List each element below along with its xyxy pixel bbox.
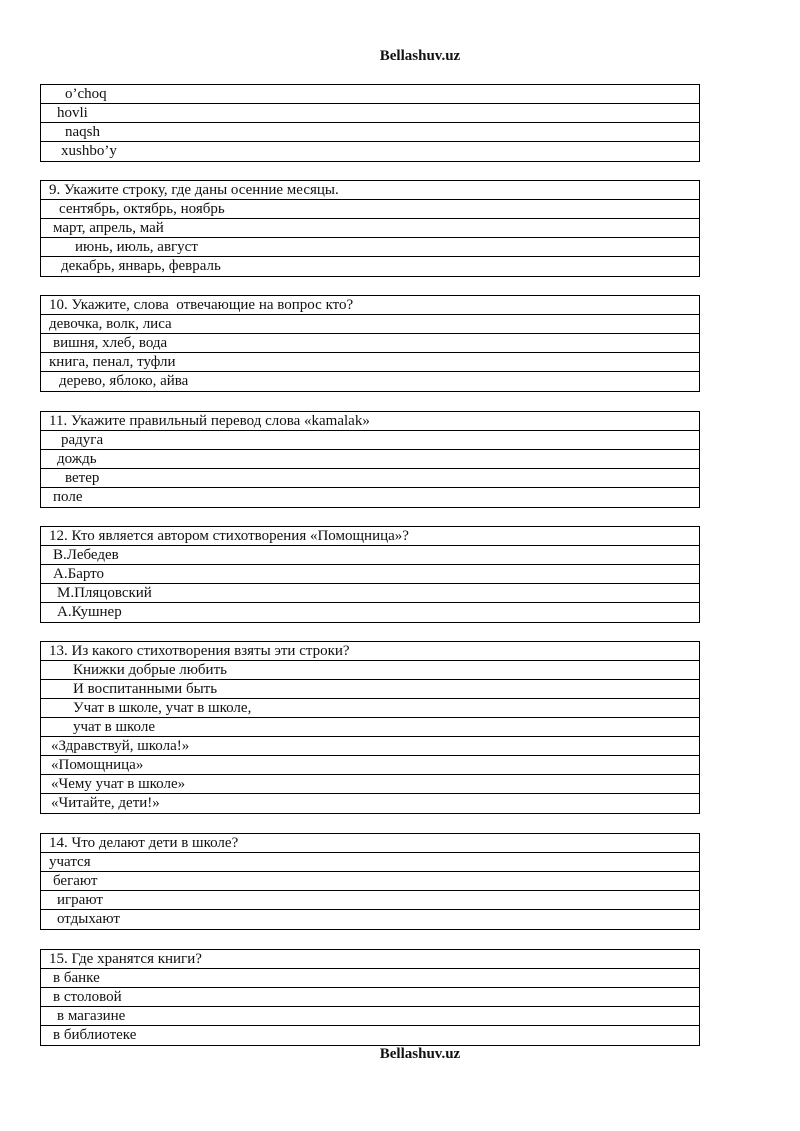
answer-option[interactable]: в банке — [41, 969, 699, 988]
question-text: 12. Кто является автором стихотворения «Помощница»? — [41, 527, 699, 546]
question-block-10 — [40, 295, 700, 392]
answer-option[interactable]: А.Барто — [41, 565, 699, 584]
answer-option[interactable]: М.Пляцовский — [41, 584, 699, 603]
answer-option[interactable]: играют — [41, 891, 699, 910]
answer-option[interactable]: поле — [53, 489, 83, 505]
answer-option[interactable]: учатся — [41, 853, 699, 872]
answer-option[interactable]: учат в школе — [41, 718, 699, 737]
answer-option[interactable]: девочка, волк, лиса — [41, 315, 699, 334]
answer-option[interactable]: Учат в школе, учат в школе, — [41, 699, 699, 718]
answer-option[interactable]: «Помощница» — [41, 756, 699, 775]
answer-option[interactable]: Книжки добрые любить — [41, 661, 699, 680]
answer-option[interactable]: А.Кушнер — [57, 604, 122, 620]
answer-option[interactable]: ветер — [41, 469, 699, 488]
answer-option[interactable]: xushbo’y — [61, 143, 117, 159]
question-text: 14. Что делают дети в школе? — [41, 834, 699, 853]
question-text: 15. Где хранятся книги? — [41, 950, 699, 969]
answer-option[interactable]: март, апрель, май — [41, 219, 699, 238]
answer-option[interactable]: отдыхают — [57, 911, 120, 927]
question-block-11 — [40, 411, 700, 508]
question-block-15 — [40, 949, 700, 1046]
question-text: 11. Укажите правильный перевод слова «kamalak» — [41, 412, 699, 431]
question-block-9 — [40, 180, 700, 277]
question-text: 13. Из какого стихотворения взяты эти строки? — [41, 642, 699, 661]
page-footer: Bellashuv.uz — [379, 1046, 461, 1062]
answer-option[interactable]: книга, пенал, туфли — [41, 353, 699, 372]
answer-option[interactable]: в столовой — [41, 988, 699, 1007]
answer-option[interactable]: дерево, яблоко, айва — [59, 373, 189, 389]
answer-option[interactable]: naqsh — [41, 123, 699, 142]
answer-option[interactable]: «Здравствуй, школа!» — [41, 737, 699, 756]
answer-option[interactable]: o’choq — [41, 85, 699, 104]
question-text: 9. Укажите строку, где даны осенние месяцы. — [41, 181, 699, 200]
answer-option[interactable]: вишня, хлеб, вода — [41, 334, 699, 353]
answer-option[interactable]: «Чему учат в школе» — [41, 775, 699, 794]
answer-option[interactable]: декабрь, январь, февраль — [61, 258, 221, 274]
question-block-12 — [40, 526, 700, 623]
answer-option[interactable]: сентябрь, октябрь, ноябрь — [41, 200, 699, 219]
question-block-14 — [40, 833, 700, 930]
answer-option[interactable]: дождь — [41, 450, 699, 469]
question-text: 10. Укажите, слова отвечающие на вопрос кто? — [41, 296, 699, 315]
page-header: Bellashuv.uz — [379, 48, 461, 64]
answer-option[interactable]: И воспитанными быть — [41, 680, 699, 699]
answer-block-8 — [40, 84, 700, 162]
answer-option[interactable]: в библиотеке — [53, 1027, 137, 1043]
answer-option[interactable]: бегают — [41, 872, 699, 891]
question-block-13 — [40, 641, 700, 814]
answer-option[interactable]: hovli — [41, 104, 699, 123]
answer-option[interactable]: В.Лебедев — [41, 546, 699, 565]
answer-option[interactable]: июнь, июль, август — [41, 238, 699, 257]
answer-option[interactable]: в магазине — [41, 1007, 699, 1026]
answer-option[interactable]: радуга — [41, 431, 699, 450]
answer-option[interactable]: «Читайте, дети!» — [51, 795, 160, 811]
